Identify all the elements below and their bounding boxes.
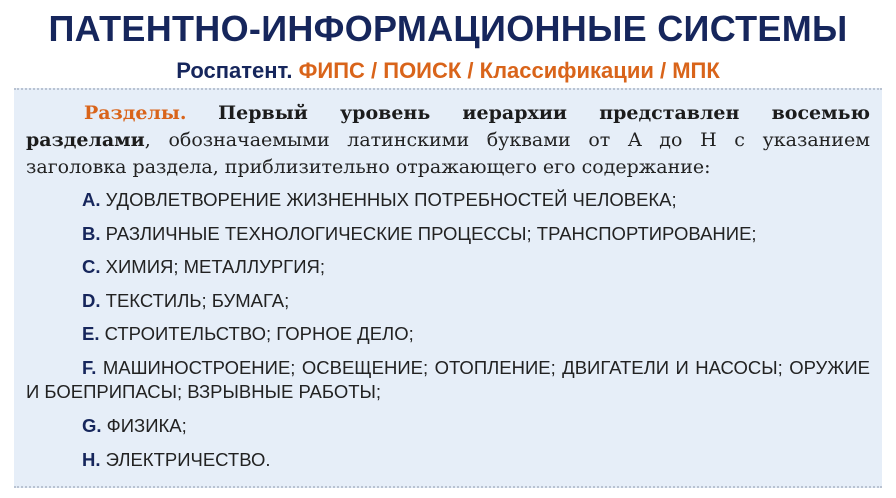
section-letter: H.: [82, 449, 101, 470]
section-item-e: [26, 322, 870, 346]
section-letter: E.: [82, 323, 100, 344]
section-item-h: [26, 448, 870, 472]
section-item-b: [26, 222, 870, 246]
breadcrumb-org: Роспатент.: [176, 58, 293, 83]
section-letter: A.: [82, 189, 101, 210]
section-letter: F.: [82, 357, 97, 378]
intro-rest-text: , обозначаемыми латинскими буквами от A до H с указанием заголовка раздела, приблизительно отражающего его содержание:: [26, 129, 870, 178]
section-title: МАШИНОСТРОЕНИЕ; ОСВЕЩЕНИЕ; ОТОПЛЕНИЕ; ДВИГАТЕЛИ И НАСОСЫ; ОРУЖИЕ И БОЕПРИПАСЫ; ВЗРЫВНЫЕ РАБОТЫ;: [26, 357, 871, 402]
section-title: УДОВЛЕТВОРЕНИЕ ЖИЗНЕННЫХ ПОТРЕБНОСТЕЙ ЧЕЛОВЕКА;: [105, 189, 677, 210]
section-title: ЭЛЕКТРИЧЕСТВО.: [105, 449, 271, 470]
intro-bold-text: Первый уровень иерархии представлен восемью разделами: [26, 102, 870, 151]
intro-lead: Разделы.: [84, 102, 187, 124]
section-item-d: [26, 289, 870, 313]
section-letter: D.: [82, 290, 101, 311]
section-item-f: [26, 356, 870, 404]
section-item-c: [26, 255, 870, 279]
section-title: ХИМИЯ; МЕТАЛЛУРГИЯ;: [105, 256, 325, 277]
section-letter: C.: [82, 256, 101, 277]
intro-paragraph: [26, 100, 870, 181]
section-item-g: [26, 414, 870, 438]
section-letter: G.: [82, 415, 102, 436]
page-title: ПАТЕНТНО-ИНФОРМАЦИОННЫЕ СИСТЕМЫ: [48, 8, 848, 49]
section-item-a: [26, 188, 870, 212]
section-title: СТРОИТЕЛЬСТВО; ГОРНОЕ ДЕЛО;: [104, 323, 414, 344]
section-title: ФИЗИКА;: [106, 415, 187, 436]
section-title: РАЗЛИЧНЫЕ ТЕХНОЛОГИЧЕСКИЕ ПРОЦЕССЫ; ТРАНСПОРТИРОВАНИЕ;: [105, 223, 757, 244]
breadcrumb-path: ФИПС / ПОИСК / Классификации / МПК: [298, 58, 720, 83]
section-letter: B.: [82, 223, 101, 244]
breadcrumb: [0, 56, 896, 86]
section-title: ТЕКСТИЛЬ; БУМАГА;: [105, 290, 290, 311]
content-panel: [14, 88, 882, 488]
